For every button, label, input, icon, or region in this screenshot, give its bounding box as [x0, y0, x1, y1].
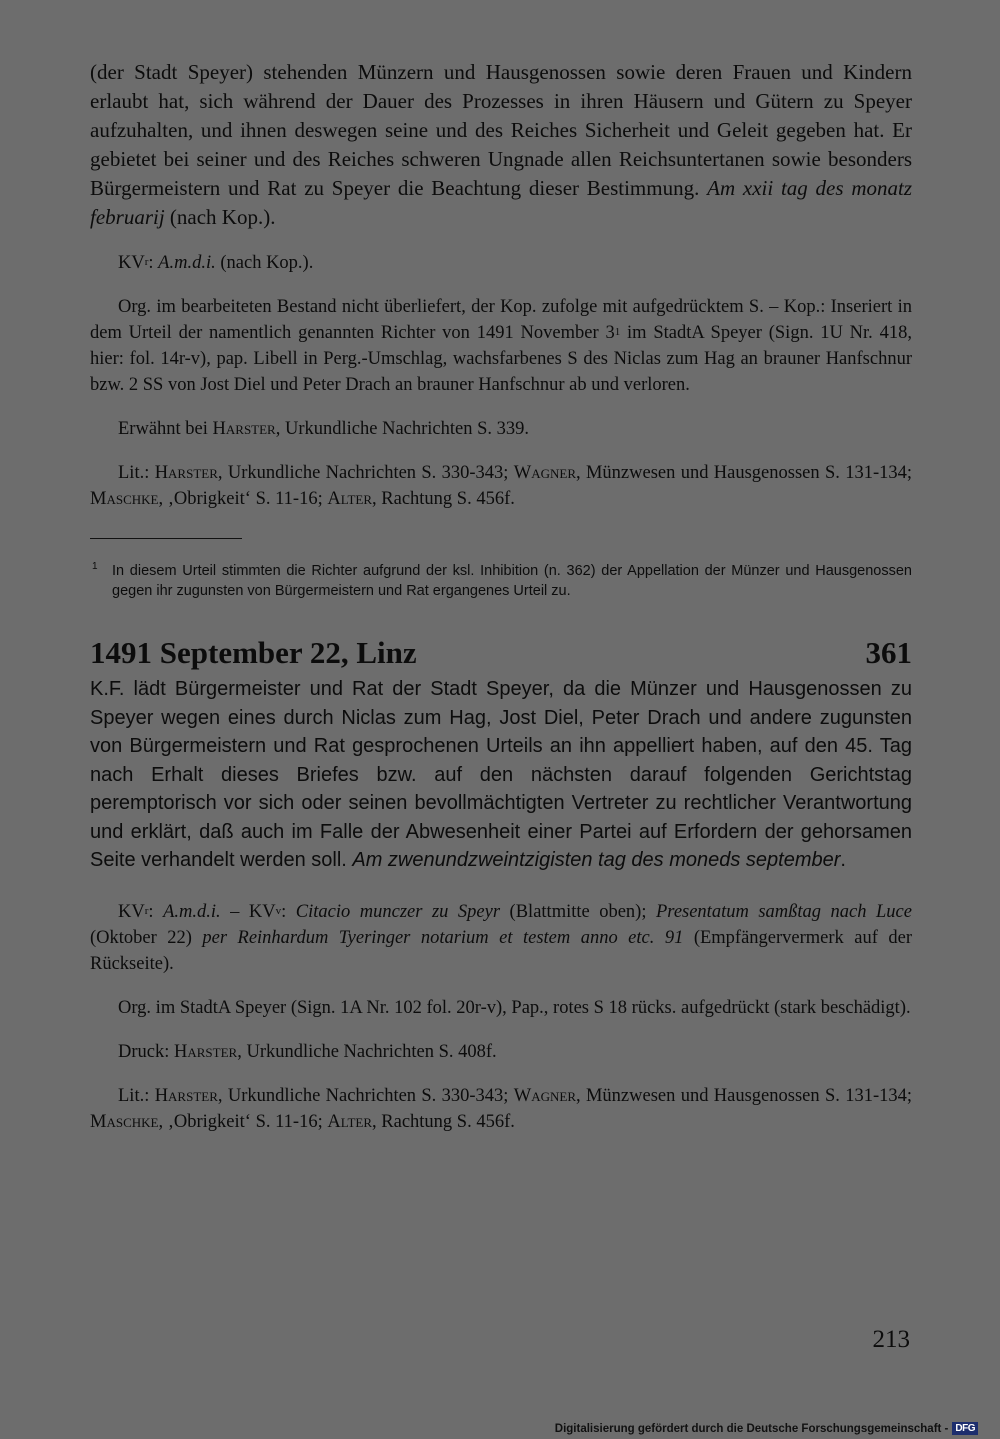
document-page — [90, 58, 912, 1135]
footnote: 1 In diesem Urteil stimmten die Richter aufgrund der ksl. Inhibition (n. 362) der Appellation der Münzer und Hausgenossen gegen ihr zugunsten von Bürgermeistern und Rat ergangenes Urteil zu. — [92, 561, 912, 599]
dfg-logo: DFG — [952, 1422, 978, 1435]
intro-paragraph: (der Stadt Speyer) stehenden Münzern und Hausgenossen sowie deren Frauen und Kindern erlaubt hat, sich während der Dauer des Prozesses in ihren Häusern und Gütern zu Speyer aufzuhalten, und ihnen deswegen seine und des Reiches Sicherheit und Geleit gegeben hat. Er gebietet bei seiner und des Reiches schweren Ungnade allen Reichsuntertanen sowie besonders Bürgermeistern und Rat zu Speyer die Beachtung dieser Bestimmung. Am xxii tag des monatz februarij (nach Kop.). — [90, 60, 912, 229]
entry-heading — [90, 633, 912, 673]
literature-note: Lit.: Harster, Urkundliche Nachrichten S. 330-343; Wagner, Münzwesen und Hausgenossen S. 131-134; Maschke, ‚Obrigkeit‘ S. 11-16; Alter, Rachtung S. 456f. — [90, 463, 912, 509]
print-note: Druck: Harster, Urkundliche Nachrichten S. 408f. — [118, 1041, 497, 1062]
funding-credit — [555, 1422, 978, 1435]
page-number: 213 — [872, 1326, 910, 1353]
footnote-reference: 1 — [614, 326, 621, 338]
kv2-note: $KV^r$: A.m.d.i. – $KV^v$: Citacio munczer zu Speyr (Blattmitte oben); Presentatum samßtag nach Luce (Oktober 22) per Reinhardum Tyeringer notarium et testem anno etc. 91 (Empfängervermerk auf der Rückseite). — [90, 901, 912, 974]
literature-note-2: Lit.: Harster, Urkundliche Nachrichten S. 330-343; Wagner, Münzwesen und Hausgenossen S. 131-134; Maschke, ‚Obrigkeit‘ S. 11-16; Alter, Rachtung S. 456f. — [90, 1085, 912, 1132]
mention-note: Erwähnt bei Harster, Urkundliche Nachrichten S. 339. — [118, 419, 530, 439]
kv-note: $KV^r$: A.m.d.i. (nach Kop.). — [118, 253, 314, 273]
entry-summary: K.F. lädt Bürgermeister und Rat der Stadt Speyer, da die Münzer und Hausgenossen zu Speyer wegen eines durch Niclas zum Hag, Jost Diel, Peter Drach und andere zugunsten von Bürgermeistern und Rat gesprochenen Urteils an ihn appelliert haben, auf den 45. Tag nach Erhalt dieses Briefes bzw. auf den nächsten darauf folgenden Gerichtstag peremptorisch vor sich oder seinen bevollmächtigten Vertreter zu rechtlicher Verantwortung und erklärt, daß auch im Falle der Abwesenheit einer Partei auf Erfordern der gehorsamen Seite verhandelt werden soll. Am zwenundzweintzigisten tag des moneds september. — [90, 678, 912, 871]
funding-credit-text: Digitalisierung gefördert durch die Deutsche Forschungsgemeinschaft - — [554, 1422, 949, 1435]
footnote-divider — [90, 538, 242, 539]
org2-note: Org. im StadtA Speyer (Sign. 1A Nr. 102 fol. 20r-v), Pap., rotes S 18 rücks. aufgedrückt (stark beschädigt). — [118, 997, 911, 1018]
org-note: Org. im bearbeiteten Bestand nicht überliefert, der Kop. zufolge mit aufgedrücktem S. – Kop.: Inseriert in dem Urteil der namentlich genannten Richter von 1491 November $3^1$ im StadtA Speyer (Sign. 1U Nr. 418, hier: fol. 14r-v), pap. Libell in Perg.-Umschlag, wachsfarbenes S des Niclas zum Hag an brauner Hanfschnur bzw. 2 SS von Jost Diel und Peter Drach an brauner Hanfschnur ab und verloren. — [90, 297, 912, 395]
entry-number: 361 — [865, 635, 912, 670]
entry-date: 1491 September 22, Linz — [90, 635, 417, 670]
